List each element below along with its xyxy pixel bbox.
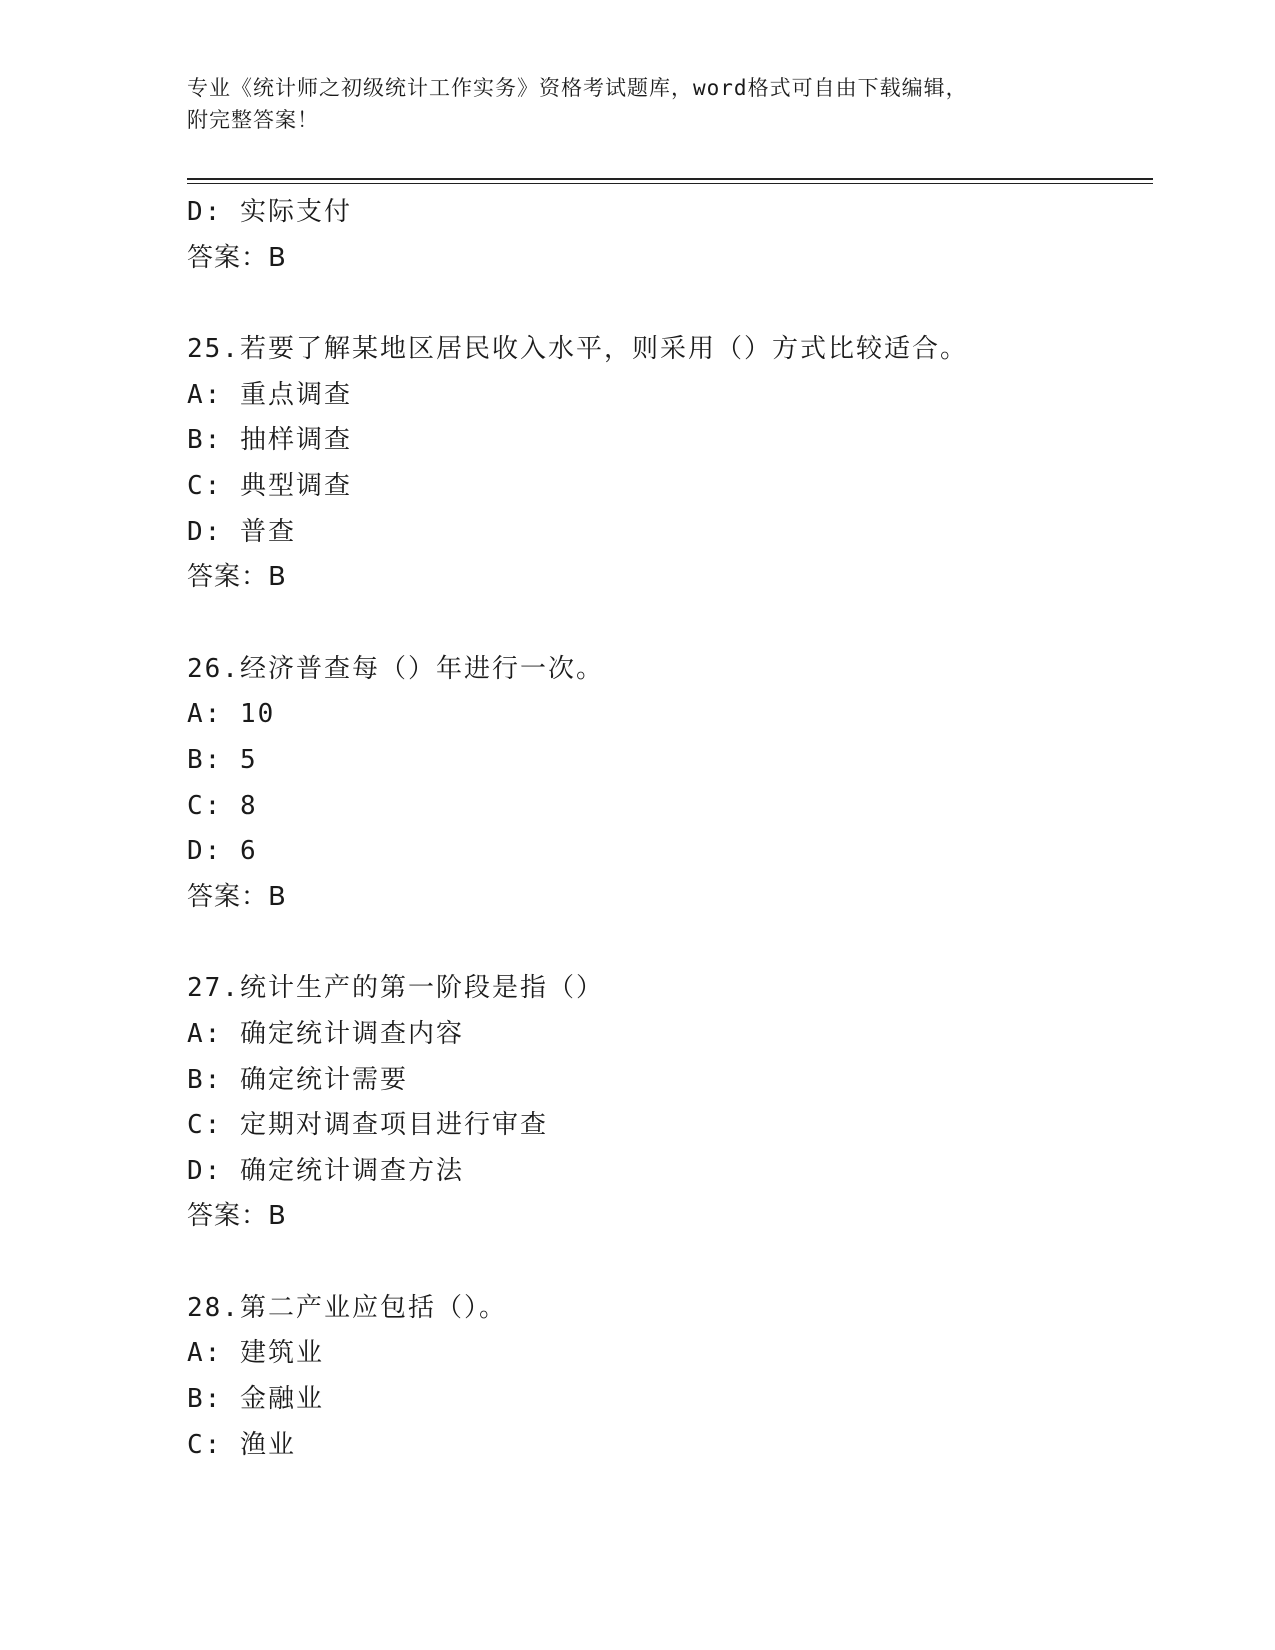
- option-b: B: 5: [187, 744, 258, 775]
- option-b: B: 抽样调查: [187, 425, 352, 456]
- option-c: C: 定期对调查项目进行审查: [187, 1110, 548, 1141]
- option-a: A: 重点调查: [187, 379, 352, 410]
- answer-line: 答案：B: [187, 1201, 287, 1232]
- answer-line: 答案：B: [187, 881, 287, 912]
- header-line-2: 附完整答案！: [187, 108, 319, 132]
- option-c: C: 8: [187, 790, 258, 821]
- option-d: D: 普查: [187, 516, 296, 547]
- header-divider-thick: [187, 178, 1153, 180]
- question-content: [187, 190, 1147, 1468]
- header-divider-thin: [187, 183, 1153, 184]
- question-stem: 25.若要了解某地区居民收入水平，则采用（）方式比较适合。: [187, 334, 968, 365]
- question-stem: 27.统计生产的第一阶段是指（）: [187, 973, 604, 1004]
- option-d: D: 确定统计调查方法: [187, 1155, 464, 1186]
- option-b: B: 金融业: [187, 1384, 324, 1415]
- question-stem: 28.第二产业应包括（）。: [187, 1292, 507, 1323]
- header-line-1: 专业《统计师之初级统计工作实务》资格考试题库，word格式可自由下载编辑，: [187, 76, 968, 100]
- option-c: C: 典型调查: [187, 470, 352, 501]
- previous-question-tail: [187, 190, 1147, 281]
- option-d: D: 6: [187, 836, 258, 867]
- answer-line: 答案：B: [187, 562, 287, 593]
- question-27: [187, 966, 1147, 1240]
- question-25: [187, 327, 1147, 601]
- option-b: B: 确定统计需要: [187, 1064, 408, 1095]
- answer-line: 答案：B: [187, 242, 287, 273]
- question-28: [187, 1286, 1147, 1468]
- question-26: [187, 647, 1147, 921]
- option-d: D: 实际支付: [187, 197, 352, 227]
- option-c: C: 渔业: [187, 1429, 296, 1460]
- option-a: A: 确定统计调查内容: [187, 1018, 464, 1049]
- option-a: A: 建筑业: [187, 1338, 324, 1369]
- document-header: [187, 72, 1087, 136]
- question-stem: 26.经济普查每（）年进行一次。: [187, 653, 604, 684]
- option-a: A: 10: [187, 699, 276, 730]
